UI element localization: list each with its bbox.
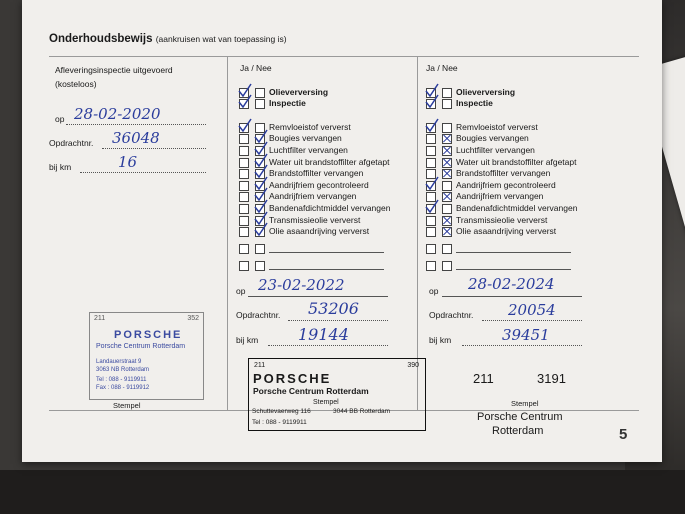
left-date-value: 28-02-2020	[74, 105, 161, 123]
page-subtitle: (aankruisen wat van toepassing is)	[155, 34, 287, 44]
checklist-item-label: Brandstoffilter vervangen	[456, 168, 551, 178]
stamp-col1-number-2: 390	[407, 362, 419, 369]
checklist-item-label: Transmissieolie ververst	[269, 215, 361, 225]
free-of-charge-label: (kosteloos)	[55, 79, 97, 89]
delivery-inspection-label: Afleveringsinspectie uitgevoerd	[55, 65, 173, 75]
yes-checkbox[interactable]	[426, 134, 436, 144]
dealer-stamp-col1	[248, 358, 426, 431]
checkmark-icon	[425, 199, 439, 213]
blank-entry-line	[456, 252, 571, 253]
checklist-item-label: Aandrijfriem gecontroleerd	[269, 180, 369, 190]
yes-checkbox[interactable]	[239, 192, 249, 202]
yes-checkbox[interactable]	[239, 158, 249, 168]
stamp-left-caption: Stempel	[113, 401, 141, 410]
col1-km-line	[268, 345, 388, 346]
col1-order-value: 53206	[308, 299, 359, 318]
no-checkbox[interactable]	[255, 88, 265, 98]
yes-checkbox[interactable]	[426, 227, 436, 237]
checklist-item-label: Remvloeistof ververst	[456, 122, 538, 132]
stamp-col2-dealer-1: Porsche Centrum	[477, 411, 563, 423]
grid-top-line	[49, 56, 639, 57]
no-checkbox[interactable]	[442, 204, 452, 214]
no-checkbox[interactable]	[255, 261, 265, 271]
checklist-item-label: Inspectie	[456, 98, 493, 108]
no-checkbox[interactable]	[442, 227, 452, 237]
grid-divider-2	[417, 56, 418, 410]
checklist-item-label: Bandenafdichtmiddel vervangen	[269, 203, 391, 213]
checklist-item-label: Olie asaandrijving ververst	[456, 226, 557, 236]
stamp-left-dealer: Porsche Centrum Rotterdam	[96, 343, 186, 350]
checklist-item-label: Luchtfilter vervangen	[269, 145, 348, 155]
yes-checkbox[interactable]	[239, 134, 249, 144]
stamp-left-number-1: 211	[94, 315, 106, 322]
left-date-label: op	[55, 114, 65, 124]
stamp-col2-dealer-2: Rotterdam	[492, 425, 544, 437]
no-checkbox[interactable]	[442, 244, 452, 254]
checklist-item-label: Inspectie	[269, 98, 306, 108]
stamp-left-address: Landauerstraat 9	[96, 359, 142, 365]
checklist-item-label: Water uit brandstoffilter afgetapt	[456, 157, 577, 167]
no-checkbox[interactable]	[442, 134, 452, 144]
checklist-item-label: Luchtfilter vervangen	[456, 145, 535, 155]
yes-checkbox[interactable]	[239, 204, 249, 214]
maintenance-booklet-page	[22, 0, 662, 462]
checklist-item-label: Olieverversing	[456, 87, 516, 97]
checklist-item-label: Bougies vervangen	[456, 133, 529, 143]
col1-date-label: op	[236, 286, 246, 296]
stamp-col2-number-2: 3191	[537, 371, 566, 386]
col2-date-value: 28-02-2024	[468, 275, 555, 293]
col1-date-line	[248, 296, 388, 297]
checkmark-icon	[425, 118, 439, 132]
yes-checkbox[interactable]	[239, 261, 249, 271]
no-checkbox[interactable]	[442, 158, 452, 168]
stamp-left-tel: Tel : 088 - 9119911	[96, 377, 147, 383]
no-checkbox[interactable]	[255, 99, 265, 109]
yes-checkbox[interactable]	[239, 227, 249, 237]
yes-checkbox[interactable]	[239, 216, 249, 226]
no-checkbox[interactable]	[442, 99, 452, 109]
checklist-item-label: Water uit brandstoffilter afgetapt	[269, 157, 390, 167]
stamp-col1-brand: PORSCHE	[253, 371, 332, 386]
left-order-line	[102, 148, 206, 149]
no-checkbox[interactable]	[442, 181, 452, 191]
grid-divider-1	[227, 56, 228, 410]
stamp-col1-postcode: 3044 BB Rotterdam	[333, 408, 391, 415]
checkmark-icon	[238, 94, 252, 108]
blank-entry-line	[269, 269, 384, 270]
checklist-item-label: Aandrijfriem vervangen	[456, 191, 544, 201]
no-checkbox[interactable]	[442, 261, 452, 271]
yes-checkbox[interactable]	[426, 261, 436, 271]
col2-order-value: 20054	[508, 301, 556, 319]
stamp-left-number-2: 352	[187, 315, 199, 322]
no-checkbox[interactable]	[442, 146, 452, 156]
no-checkbox[interactable]	[255, 244, 265, 254]
page-title	[49, 33, 287, 45]
col1-date-value: 23-02-2022	[258, 276, 345, 294]
left-order-value: 36048	[112, 129, 160, 147]
stamp-left-city: 3063 NB Rotterdam	[96, 367, 150, 373]
stamp-col1-dealer: Porsche Centrum Rotterdam	[253, 386, 369, 396]
dealer-stamp-left	[89, 312, 204, 400]
stamp-col2-number-1: 211	[473, 371, 494, 386]
checklist-item-label: Brandstoffilter vervangen	[269, 168, 364, 178]
yes-checkbox[interactable]	[239, 181, 249, 191]
yes-checkbox[interactable]	[426, 158, 436, 168]
stamp-left-fax: Fax : 088 - 9119912	[96, 385, 150, 391]
col1-yes-no-header: Ja / Nee	[240, 63, 272, 73]
col2-km-label: bij km	[429, 335, 452, 345]
blank-entry-line	[269, 252, 384, 253]
checkmark-icon	[425, 94, 439, 108]
checklist-item-label: Olieverversing	[269, 87, 329, 97]
checklist-item-label: Transmissieolie ververst	[456, 215, 548, 225]
left-km-line	[80, 172, 206, 173]
stamp-col1-number-1: 211	[254, 362, 266, 369]
stamp-col1-tel: Tel : 088 - 9119911	[252, 419, 307, 426]
col1-order-label: Opdrachtnr.	[236, 310, 281, 320]
yes-checkbox[interactable]	[239, 146, 249, 156]
col1-km-label: bij km	[236, 335, 259, 345]
checklist-item-label: Bougies vervangen	[269, 133, 342, 143]
background-dark	[0, 470, 685, 514]
stamp-col1-address: Schuttevaerweg 116	[252, 408, 311, 415]
col2-order-label: Opdrachtnr.	[429, 310, 474, 320]
checklist-item-label: Aandrijfriem gecontroleerd	[456, 180, 556, 190]
checklist-item-label: Aandrijfriem vervangen	[269, 191, 357, 201]
col1-km-value: 19144	[298, 325, 349, 344]
checklist-item-label: Bandenafdichtmiddel vervangen	[456, 203, 578, 213]
checkmark-icon	[425, 176, 439, 190]
col2-date-line	[442, 296, 582, 297]
blank-entry-line	[456, 269, 571, 270]
yes-checkbox[interactable]	[426, 146, 436, 156]
checkmark-icon	[238, 118, 252, 132]
col2-yes-no-header: Ja / Nee	[426, 63, 458, 73]
yes-checkbox[interactable]	[426, 244, 436, 254]
left-km-value: 16	[118, 153, 138, 171]
stamp-col1-caption: Stempel	[313, 399, 339, 406]
left-date-line	[66, 124, 206, 125]
no-checkbox[interactable]	[442, 169, 452, 179]
yes-checkbox[interactable]	[239, 169, 249, 179]
stamp-left-brand: PORSCHE	[114, 329, 183, 341]
no-checkbox[interactable]	[442, 216, 452, 226]
yes-checkbox[interactable]	[426, 216, 436, 226]
checklist-item-label: Olie asaandrijving ververst	[269, 226, 370, 236]
checkmark-icon	[254, 222, 268, 236]
col2-date-label: op	[429, 286, 439, 296]
page-title-text: Onderhoudsbewijs	[49, 33, 153, 45]
stamp-col2-caption: Stempel	[511, 399, 539, 408]
col2-km-line	[462, 345, 582, 346]
no-checkbox[interactable]	[442, 123, 452, 133]
yes-checkbox[interactable]	[239, 244, 249, 254]
checklist-item-label: Remvloeistof ververst	[269, 122, 351, 132]
left-km-label: bij km	[49, 162, 72, 172]
col2-order-line	[482, 320, 582, 321]
col2-km-value: 39451	[502, 326, 550, 344]
no-checkbox[interactable]	[442, 88, 452, 98]
left-order-label: Opdrachtnr.	[49, 138, 94, 148]
col1-order-line	[288, 320, 388, 321]
no-checkbox[interactable]	[442, 192, 452, 202]
page-number: 5	[619, 426, 628, 443]
